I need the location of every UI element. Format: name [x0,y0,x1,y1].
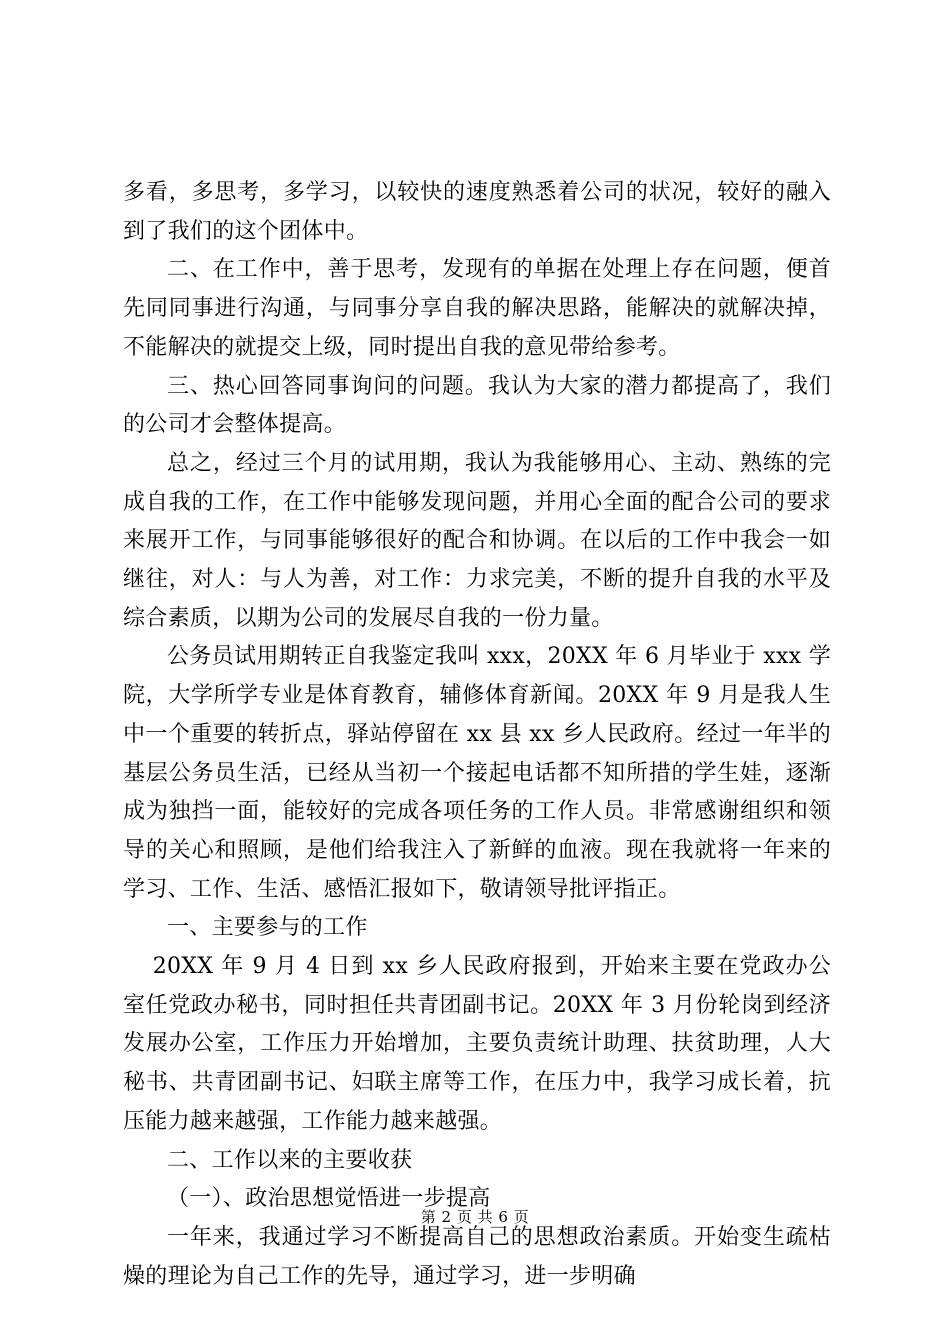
section-heading-main-gains: 二、工作以来的主要收获 [167,1147,413,1173]
paragraph-item-three: 三、热心回答同事询问的问题。我认为大家的潜力都提高了，我们的公司才会整体提高。 [123,373,831,438]
subsection-heading-political: （一）、政治思想觉悟进一步提高 [167,1186,491,1212]
page-number-footer: 第 2 页 共 6 页 [420,1208,530,1226]
paragraph-item-two: 二、在工作中，善于思考，发现有的单据在处理上存在问题，便首先同同事进行沟通，与同事分享自我的解决思路，能解决的就解决掉，不能解决的就提交上级，同时提出自我的意见带给参考。 [123,257,831,360]
paragraph-summary: 总之，经过三个月的试用期，我认为我能够用心、主动、熟练的完成自我的工作，在工作中能够发现问题，并用心全面的配合公司的要求来展开工作，与同事能够很好的配合和协调。在以后的工作中我会一如继往，对人：与人为善，对工作：力求完美，不断的提升自我的水平及综合素质，以期为公司的发展尽自我的一份力量。 [123,450,831,631]
paragraph-political: 一年来，我通过学习不断提高自己的思想政治素质。开始变生疏枯燥的理论为自己工作的先导，通过学习，进一步明确 [123,1224,831,1289]
paragraph-main-work: 20XX 年 9 月 4 日到 xx 乡人民政府报到，开始来主要在党政办公室任党政办秘书，同时担任共青团副书记。20XX 年 3 月份轮岗到经济发展办公室，工作压力开始增加，主要负责统计助理、扶贫助理，人大秘书、共青团副书记、妇联主席等工作，在压力中，我学习成长着，抗压能力越来越强，工作能力越来越强。 [123,954,831,1134]
paragraph-civil-servant-intro: 公务员试用期转正自我鉴定我叫 xxx，20XX 年 6 月毕业于 xxx 学院，大学所学专业是体育教育，辅修体育新闻。20XX 年 9 月是我人生中一个重要的转折点，驿站停留在 xx 县 xx 乡人民政府。经过一年半的基层公务员生活，已经从当初一个接起电话都不知所措的学生娃，逐渐成为独挡一面，能较好的完成各项任务的工作人员。非常感谢组织和领导的关心和照顾，是他们给我注入了新鲜的血液。现在我就将一年来的学习、工作、生活、感悟汇报如下，敬请领导批评指正。 [123,644,831,902]
paragraph-continuation: 多看，多思考，多学习，以较快的速度熟悉着公司的状况，较好的融入到了我们的这个团体中。 [123,180,831,244]
section-heading-main-work: 一、主要参与的工作 [167,915,368,941]
document-body [123,174,831,1296]
